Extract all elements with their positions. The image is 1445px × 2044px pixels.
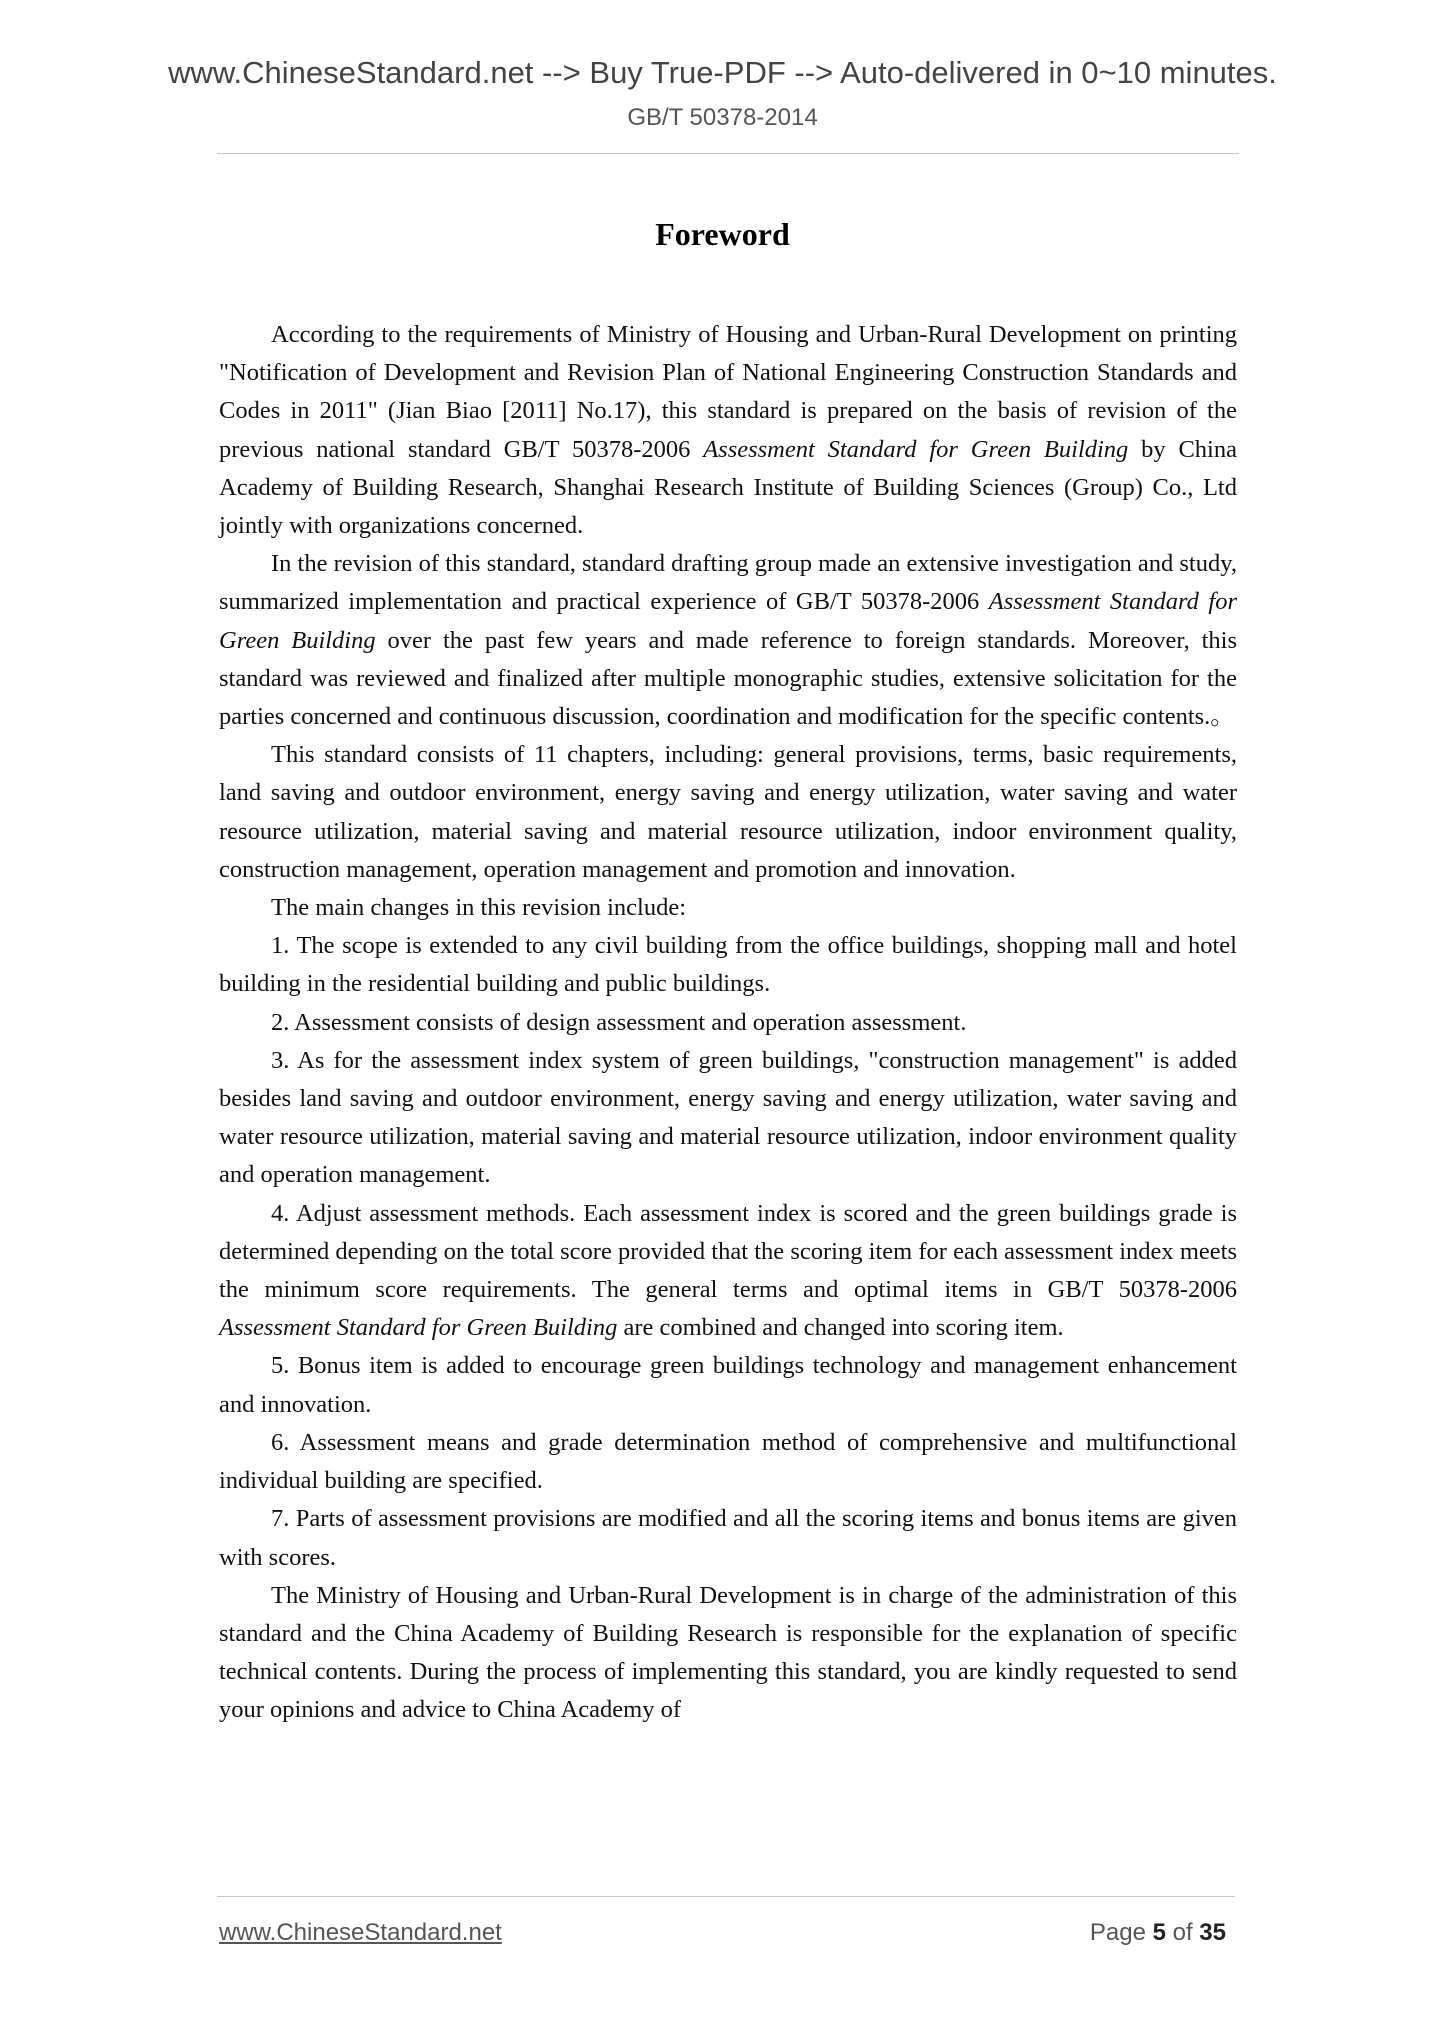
header-doc-code: GB/T 50378-2014	[627, 104, 818, 131]
change-item-5: 5. Bonus item is added to encourage green buildings technology and management enhancement and innovation.	[219, 1352, 1237, 1418]
page-current: 5	[1152, 1919, 1166, 1946]
header-banner[interactable]: www.ChineseStandard.net --> Buy True-PDF --> Auto-delivered in 0~10 minutes.	[168, 55, 1277, 90]
text: by China Academy of Building Research, Shanghai Research Institute of Building Sciences (Group) Co., Ltd jointly with organizations concerned.	[219, 435, 1237, 540]
standard-title-italic: Assessment Standard for Green Building	[219, 588, 1237, 654]
change-item-7: 7. Parts of assessment provisions are modified and all the scoring items and bonus items are given with scores.	[219, 1505, 1237, 1571]
page-title: Foreword	[655, 216, 790, 252]
standard-title-italic: Assessment Standard for Green Building	[703, 435, 1129, 463]
page-prefix: Page	[1089, 1919, 1153, 1946]
page-indicator	[1090, 1919, 1226, 1947]
standard-title-italic: Assessment Standard for Green Building	[219, 1314, 618, 1342]
footer-divider	[217, 1896, 1235, 1897]
paragraph-changes-intro: The main changes in this revision include:	[271, 894, 687, 922]
paragraph-chapters: This standard consists of 11 chapters, including: general provisions, terms, basic requirements, land saving and outdoor environment, energy saving and energy utilization, water saving and water resource utilization, material saving and material resource utilization, indoor environment quality, construction management, operation management and promotion and innovation.	[219, 741, 1237, 883]
page-of: of	[1165, 1919, 1200, 1946]
text: over the past few years and made reference to foreign standards. Moreover, this standard was reviewed and finalized after multiple monographic studies, extensive solicitation for the parties concerned and continuous discussion, coordination and modification for the specific contents.。	[219, 626, 1238, 731]
footer-site-link[interactable]: www.ChineseStandard.net	[219, 1919, 502, 1946]
paragraph-revision	[219, 545, 1237, 736]
change-item-4	[219, 1195, 1237, 1348]
paragraph-administration: The Ministry of Housing and Urban-Rural Development is in charge of the administration of this standard and the China Academy of Building Research is responsible for the explanation of specific technical contents. During the process of implementing this standard, you are kindly requested to send your opinions and advice to China Academy of	[219, 1581, 1237, 1724]
page-total: 35	[1199, 1919, 1226, 1946]
text: In the revision of this standard, standard drafting group made an extensive investigation and study, summarized implementation and practical experience of GB/T 50378-2006	[219, 550, 1237, 616]
header-divider	[217, 153, 1239, 154]
change-item-6: 6. Assessment means and grade determination method of comprehensive and multifunctional individual building are specified.	[219, 1428, 1237, 1495]
change-item-2: 2. Assessment consists of design assessment and operation assessment.	[271, 1008, 967, 1036]
document-body	[219, 316, 1237, 1730]
change-item-1: 1. The scope is extended to any civil building from the office buildings, shopping mall and hotel building in the residential building and public buildings.	[219, 932, 1237, 998]
text: 4. Adjust assessment methods. Each assessment index is scored and the green buildings grade is determined depending on the total score provided that the scoring item for each assessment index meets the minimum score requirements. The general terms and optimal items in GB/T 50378-2006	[219, 1199, 1237, 1304]
change-item-3: 3. As for the assessment index system of green buildings, "construction management" is added besides land saving and outdoor environment, energy saving and energy utilization, water saving and water resource utilization, material saving and material resource utilization, indoor environment quality and operation management.	[219, 1046, 1237, 1189]
paragraph-intro	[219, 316, 1237, 545]
text: According to the requirements of Ministry of Housing and Urban-Rural Development on printing "Notification of Development and Revision Plan of National Engineering Construction Standards and Codes in 2011" (Jian Biao [2011] No.17), this standard is prepared on the basis of revision of the previous national standard GB/T 50378-2006	[219, 321, 1237, 463]
text: are combined and changed into scoring item.	[617, 1314, 1064, 1342]
